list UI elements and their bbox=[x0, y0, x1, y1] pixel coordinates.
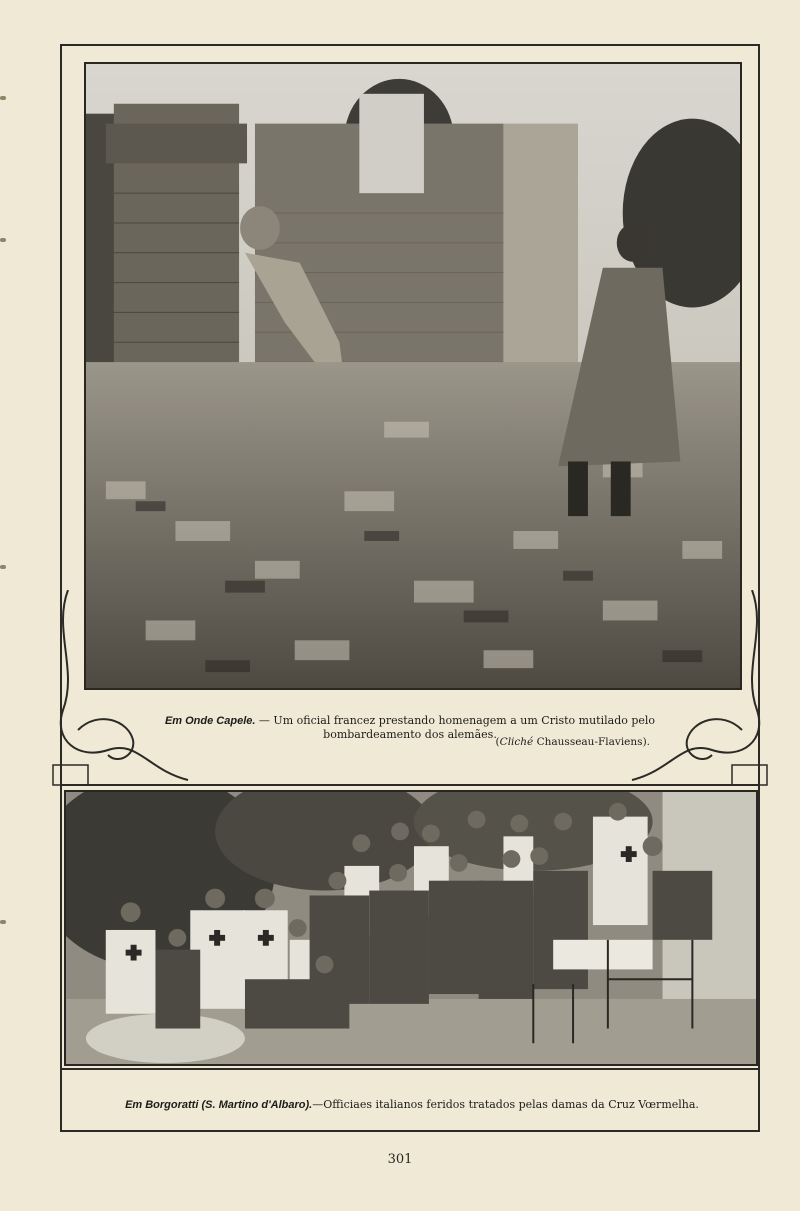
photo-icon bbox=[66, 792, 756, 1064]
ornament-left bbox=[48, 590, 198, 790]
binding-mark bbox=[0, 565, 6, 569]
photo-credit: (Cliché Chausseau-Flaviens). bbox=[495, 736, 650, 748]
page-number: 301 bbox=[387, 1152, 413, 1167]
binding-mark bbox=[0, 920, 6, 924]
bottom-photo-caption bbox=[64, 1098, 760, 1111]
credit-name: Chausseau-Flaviens bbox=[536, 736, 643, 748]
bottom-caption-lead: Em Borgoratti (S. Martino d'Albaro). bbox=[125, 1099, 313, 1111]
frame-divider-bottom bbox=[60, 1068, 760, 1070]
red-cross-group-photo bbox=[64, 790, 758, 1066]
bottom-caption-text: —Officiaes italianos feridos tratados pelas damas da Cruz Vœrmelha. bbox=[312, 1098, 699, 1111]
binding-mark bbox=[0, 96, 6, 100]
top-caption-lead: Em Onde Capele. bbox=[164, 715, 256, 727]
credit-label: Cliché bbox=[499, 736, 534, 748]
top-caption-text: — Um oficial francez prestando homenagem a um Cristo mutilado pelo bombardeamento dos alemães. bbox=[255, 714, 656, 741]
ornament-right bbox=[622, 590, 772, 790]
binding-mark bbox=[0, 238, 6, 242]
